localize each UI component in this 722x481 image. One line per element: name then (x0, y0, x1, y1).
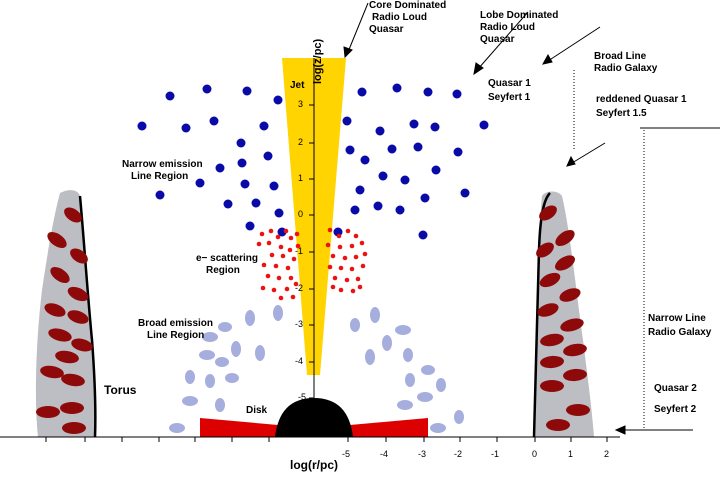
torus-left-body (36, 190, 95, 437)
x-tick-label: -2 (454, 449, 463, 459)
x-tick-label: -4 (380, 449, 389, 459)
y-tick-label: 1 (298, 173, 304, 183)
y-tick-label: 3 (298, 99, 304, 109)
disk-right (350, 418, 428, 437)
label-torus: Torus (104, 383, 137, 397)
y-tick-label: 0 (298, 209, 304, 219)
torus-left (36, 190, 95, 437)
torus-right (533, 192, 594, 438)
label-lobe-dominated: Lobe Dominated Radio Loud Quasar (480, 10, 559, 45)
black-hole (275, 398, 353, 437)
label-quasar1: Quasar 1 Seyfert 1 (488, 78, 531, 103)
x-tick-label: -1 (491, 449, 500, 459)
y-tick-label: -5 (298, 392, 307, 402)
label-broad-emission-region: Broad emission Line Region (138, 318, 214, 341)
x-axis-ticks (46, 437, 607, 442)
x-tick-label: 1 (568, 449, 574, 459)
y-tick-label: -4 (295, 356, 304, 366)
label-seyfert2: Seyfert 2 (654, 404, 697, 415)
disk-left (200, 418, 278, 437)
x-tick-label: 2 (604, 449, 610, 459)
label-reddened-quasar: reddened Quasar 1 Seyfert 1.5 (596, 94, 687, 119)
label-jet: Jet (290, 80, 305, 91)
label-quasar2: Quasar 2 (654, 383, 697, 394)
label-broad-line-radio-galaxy: Broad Line Radio Galaxy (594, 51, 658, 74)
x-axis-label: log(r/pc) (290, 458, 338, 472)
x-tick-label: 0 (532, 449, 538, 459)
label-narrow-line-radio-galaxy: Narrow Line Radio Galaxy (648, 313, 712, 338)
y-axis-label: log(z/pc) (312, 38, 324, 84)
label-core-dominated: Core Dominated Radio Loud Quasar (369, 0, 447, 35)
y-tick-label: -1 (295, 246, 304, 256)
label-narrow-emission-region: Narrow emission Line Region (122, 159, 203, 182)
y-tick-label: -2 (295, 283, 304, 293)
x-tick-label: -5 (342, 449, 351, 459)
x-tick-label: -3 (418, 449, 427, 459)
y-tick-label: 2 (298, 137, 304, 147)
accretion-disk (200, 398, 428, 437)
label-e-scattering-region: e− scattering Region (196, 253, 258, 276)
label-disk: Disk (246, 405, 268, 416)
y-tick-label: -3 (295, 319, 304, 329)
